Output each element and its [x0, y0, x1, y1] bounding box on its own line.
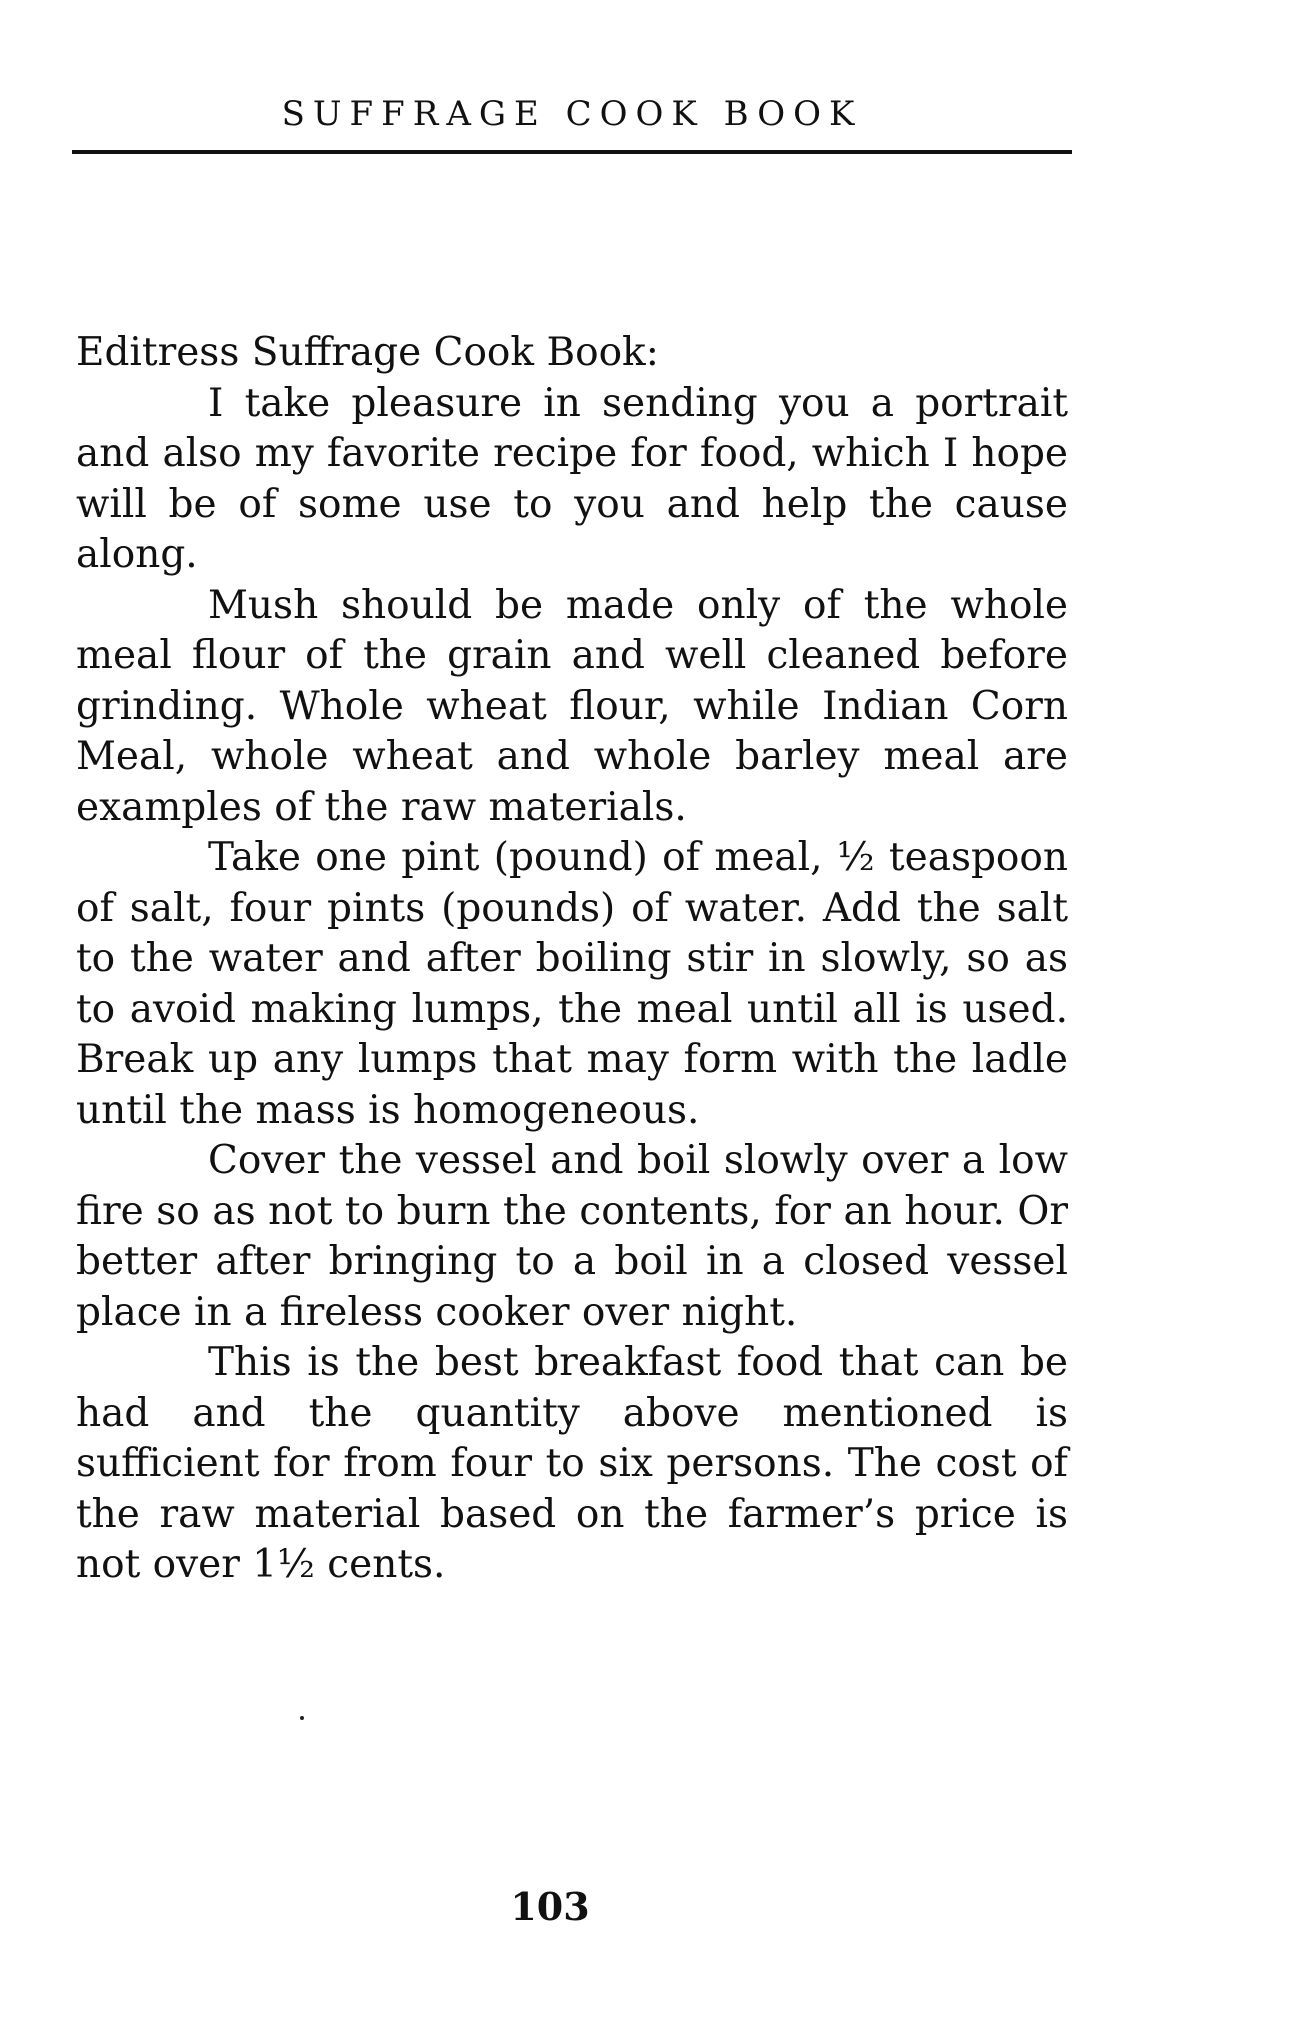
- letter-body: [76, 328, 1068, 1591]
- ink-speck: [300, 1716, 304, 1720]
- paragraph-cost: This is the best breakfast food that can be had and the quantity above mentioned is sufficient for from four to six persons. The cost of the raw material based on the farmer’s price is not over 1½ cents.: [76, 1340, 1068, 1587]
- running-head: SUFFRAGE COOK BOOK: [281, 94, 863, 134]
- page-number: 103: [510, 1884, 590, 1929]
- salutation: Editress Suffrage Cook Book:: [76, 330, 659, 375]
- header-rule: [72, 150, 1072, 154]
- paragraph-mush-ingredients: Mush should be made only of the whole meal flour of the grain and well cleaned before grinding. Whole wheat flour, while Indian Corn Meal, whole wheat and whole barley meal are examples of the raw materials.: [76, 582, 1068, 830]
- paragraph-method: Take one pint (pound) of meal, ½ teaspoon of salt, four pints (pounds) of water. Add the salt to the water and after boiling stir in slowly, so as to avoid making lumps, the meal until all is used. Break up any lumps that may form with the ladle until the mass is homogeneous.: [76, 835, 1068, 1133]
- paragraph-cooking: Cover the vessel and boil slowly over a low fire so as not to burn the contents, for an hour. Or better after bringing to a boil in a closed vessel place in a fireless cooker over night.: [76, 1138, 1068, 1335]
- paragraph-intro: I take pleasure in sending you a portrait and also my favorite recipe for food, which I hope will be of some use to you and help the cause along.: [76, 380, 1068, 577]
